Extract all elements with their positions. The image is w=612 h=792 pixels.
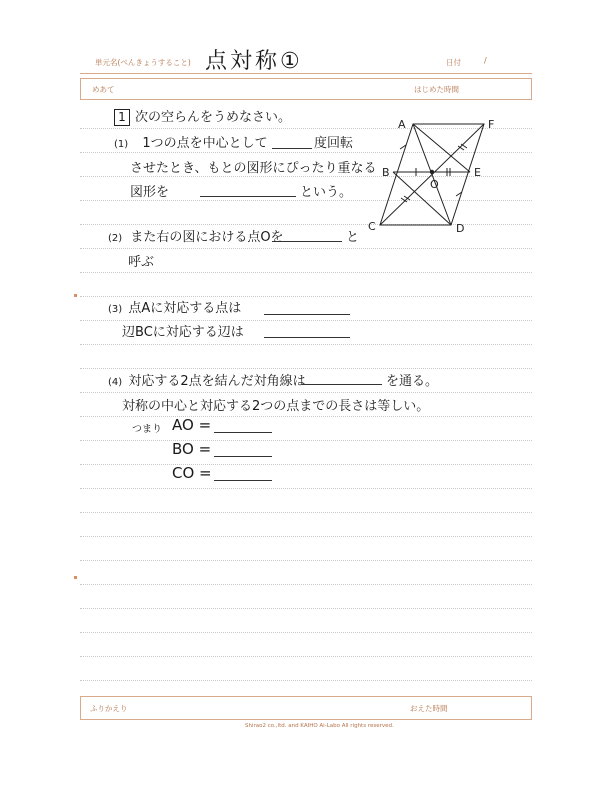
co-blank[interactable]: [214, 480, 272, 481]
problem-heading: [114, 106, 291, 126]
start-time-label: はじめた時間: [414, 85, 459, 94]
worksheet-title: 点対称①: [205, 49, 303, 74]
ruled-line: [80, 416, 532, 417]
bo-label: BO =: [172, 440, 212, 458]
q4-line2: 対称の中心と対応する2つの点までの長さは等しい。: [122, 399, 430, 414]
q1-number: (1): [114, 139, 129, 150]
ruled-line: [80, 512, 532, 513]
q3-blank-point[interactable]: [264, 314, 350, 315]
q4-line1: [108, 370, 306, 389]
end-time-label: おえた時間: [410, 704, 448, 713]
ruled-line: [80, 560, 532, 561]
center-point: [430, 170, 434, 174]
ruled-line: [80, 608, 532, 609]
q3-line1: [108, 297, 241, 316]
ruled-line: [80, 272, 532, 273]
q1-text-a: 1つの点を中心として: [142, 136, 268, 151]
q2-number: (2): [108, 233, 123, 244]
q4-text-b: を通る。: [386, 374, 439, 389]
q3-blank-side[interactable]: [264, 337, 350, 338]
ruled-line: [80, 536, 532, 537]
ruled-line: [80, 248, 532, 249]
header-rule: [80, 73, 532, 74]
margin-dot: [74, 576, 77, 579]
ruled-line: [80, 440, 532, 441]
q3-text-1: 点Aに対応する点は: [128, 301, 242, 316]
label-c: C: [368, 220, 376, 233]
goal-label: めあて: [92, 85, 115, 94]
q2-text-b: と: [346, 230, 360, 245]
label-a: A: [398, 118, 406, 131]
ruled-line: [80, 656, 532, 657]
review-label: ふりかえり: [90, 704, 128, 713]
q4-tsumari: つまり: [132, 424, 162, 435]
label-f: F: [488, 118, 495, 131]
q2-blank[interactable]: [272, 241, 342, 242]
label-e: E: [474, 166, 481, 179]
q2-line2: 呼ぶ: [128, 255, 155, 270]
ruled-line: [80, 680, 532, 681]
label-o: O: [430, 178, 439, 191]
q1-blank-name[interactable]: [200, 196, 296, 197]
q4-text-a: 対応する2点を結んだ対角線は: [128, 374, 306, 389]
co-label: CO =: [172, 464, 212, 482]
ruled-line: [80, 464, 532, 465]
ruled-line: [80, 488, 532, 489]
q1-line2: させたとき、もとの図形にぴったり重なる: [130, 161, 377, 176]
label-b: B: [382, 166, 390, 179]
q1-text-b: 度回転: [314, 136, 354, 151]
q1-text-d: という。: [300, 185, 353, 200]
q3-number: (3): [108, 304, 123, 315]
q3-text-2: 辺BCに対応する辺は: [122, 325, 244, 340]
ruled-line: [80, 392, 532, 393]
problem-number: 1: [114, 109, 130, 126]
q1-blank-degree[interactable]: [272, 148, 312, 149]
ruled-line: [80, 368, 532, 369]
point-symmetry-figure: [360, 110, 510, 240]
ao-blank[interactable]: [214, 432, 272, 433]
margin-dot: [74, 294, 77, 297]
q4-blank[interactable]: [302, 384, 382, 385]
ruled-line: [80, 632, 532, 633]
date-label: 日付: [446, 58, 461, 67]
ao-label: AO =: [172, 416, 212, 434]
q1-text-c: 図形を: [130, 185, 170, 200]
q2-text-a: また右の図における点Oを: [130, 230, 284, 245]
ruled-line: [80, 584, 532, 585]
ruled-line: [80, 344, 532, 345]
label-d: D: [456, 222, 465, 235]
review-box: [80, 696, 532, 720]
goal-box: [80, 78, 532, 100]
problem-instruction: 次の空らんをうめなさい。: [135, 110, 292, 125]
q2-line1: [108, 226, 284, 245]
copyright-notice: Shirao2 co.,ltd. and KAIHO Ai-Labo All rights reserved.: [245, 723, 394, 729]
unit-label: 単元名(べんきょうすること): [95, 58, 191, 67]
q4-number: (4): [108, 377, 123, 388]
bo-blank[interactable]: [214, 456, 272, 457]
date-separator: /: [484, 56, 487, 65]
q1-line1: [114, 132, 268, 151]
